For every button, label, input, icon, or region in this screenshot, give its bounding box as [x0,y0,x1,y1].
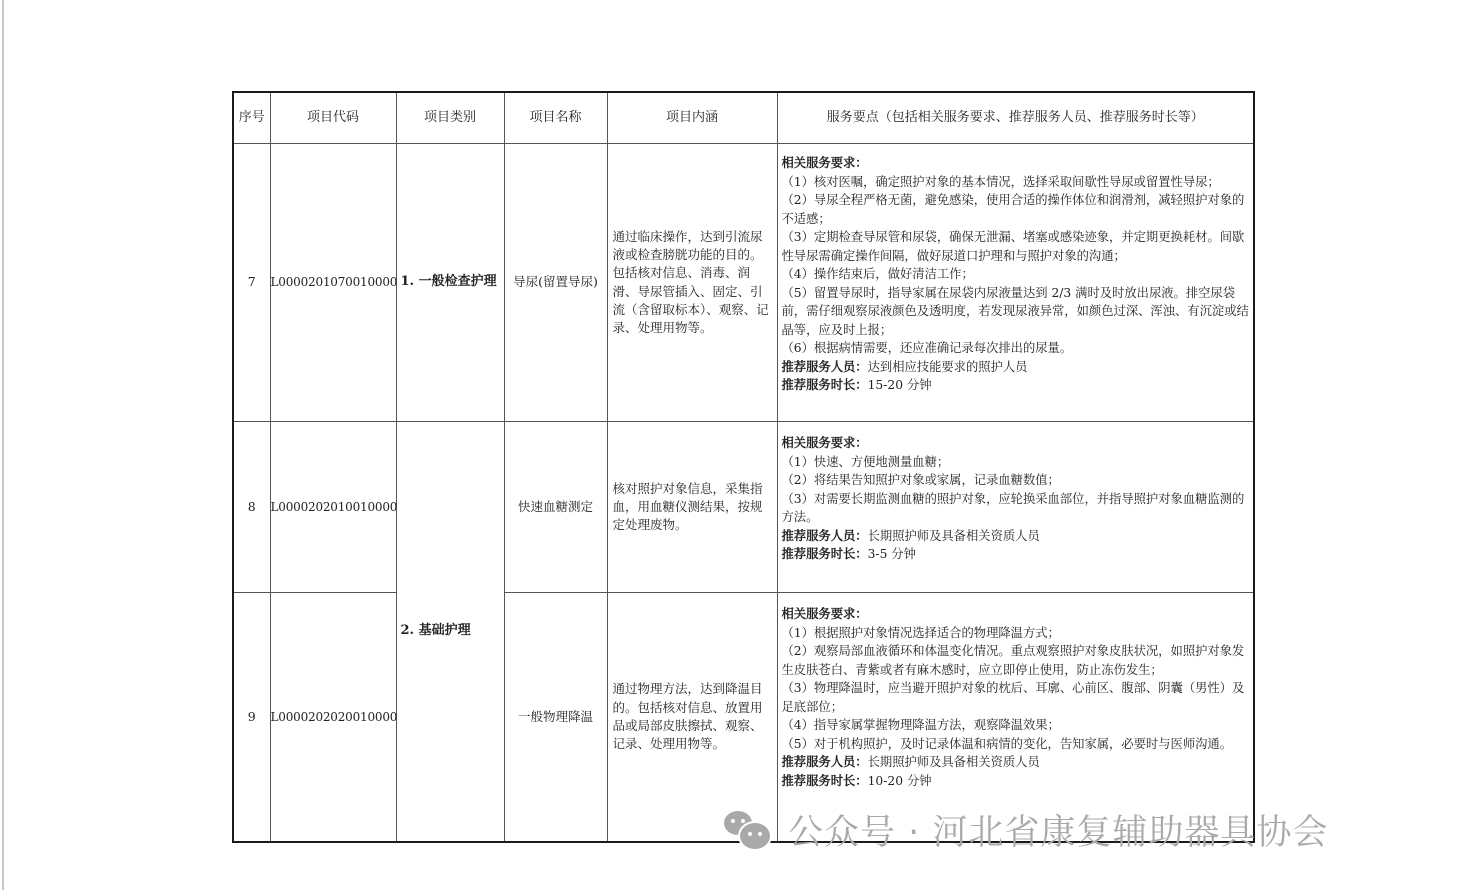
watermark-text: 公众号 · 河北省康复辅助器具协会 [788,813,1329,853]
service-item: （1）根据照护对象情况选择适合的物理降温方式； [781,625,1060,640]
row-content: 通过临床操作，达到引流尿液或检查膀胱功能的目的。包括核对信息、消毒、润滑、导尿管插入、固定、引流（含留取标本）、观察、记录、处理用物等。 [607,144,777,422]
table-row [233,422,1254,593]
row-service-points [777,422,1254,593]
duration-label: 推荐服务时长： [781,546,868,561]
service-item: （2）导尿全程严格无菌，避免感染，使用合适的操作体位和润滑剂，减轻照护对象的不适感； [781,193,1245,226]
staff-label: 推荐服务人员： [781,527,868,543]
table-header-row [233,92,1254,144]
row-category: 2. 基础护理 [396,422,504,843]
service-item: （5）留置导尿时，指导家属在尿袋内尿液量达到 2/3 满时及时放出尿液。排空尿袋前，需仔细观察尿液颜色及透明度，若发现尿液异常，如颜色过深、浑浊、有沉淀或结晶等，应及时上报； [781,285,1249,337]
header-category: 项目类别 [396,92,504,144]
page-edge-divider [2,0,4,890]
service-item: （2）将结果告知照护对象或家属，记录血糖数值； [781,473,1060,487]
row-name: 快速血糖测定 [504,422,607,593]
row-no: 7 [233,144,270,422]
recommended-duration [782,772,1250,791]
row-name: 导尿(留置导尿) [504,144,607,422]
header-name: 项目名称 [504,92,607,144]
row-content: 通过物理方法，达到降温目的。包括核对信息、放置用品或局部皮肤擦拭、观察、记录、处理用物等。 [607,593,777,843]
staff-value: 长期照护师及具备相关资质人员 [867,755,1040,769]
recommended-duration [782,545,1250,564]
duration-value: 15-20 分钟 [867,378,932,392]
recommended-duration [782,376,1250,395]
service-requirements-label: 相关服务要求： [781,155,868,170]
staff-value: 达到相应技能要求的照护人员 [867,359,1028,374]
recommended-staff [782,358,1250,377]
header-content: 项目内涵 [607,92,777,144]
service-item: （3）定期检查导尿管和尿袋，确保无泄漏、堵塞或感染迹象，并定期更换耗材。间歇性导尿需确定操作间隔，做好尿道口护理和与照护对象的沟通； [781,230,1245,263]
service-item: （1）快速、方便地测量血糖； [781,454,950,469]
row-no: 8 [233,422,270,593]
service-item: （4）指导家属掌握物理降温方法，观察降温效果； [781,718,1060,732]
row-code: L0000202010010000 [270,422,396,593]
service-requirements-label: 相关服务要求： [781,606,868,621]
row-code: L0000201070010000 [270,144,396,422]
header-no: 序号 [233,92,270,144]
row-service-points [777,144,1254,422]
row-name: 一般物理降温 [504,593,607,843]
table-row [233,144,1254,422]
row-code: L0000202020010000 [270,593,396,843]
service-items-table [232,91,1255,843]
duration-label: 推荐服务时长： [781,377,868,392]
service-item: （3）物理降温时，应当避开照护对象的枕后、耳廓、心前区、腹部、阴囊（男性）及足底部位； [781,681,1245,714]
recommended-staff [782,527,1250,546]
header-service-points: 服务要点（包括相关服务要求、推荐服务人员、推荐服务时长等） [777,92,1254,144]
duration-value: 10-20 分钟 [867,773,932,788]
row-no: 9 [233,593,270,843]
wechat-icon [722,807,778,853]
duration-label: 推荐服务时长： [781,772,868,788]
service-item: （4）操作结束后，做好清洁工作； [781,267,974,281]
staff-value: 长期照护师及具备相关资质人员 [867,528,1040,543]
duration-value: 3-5 分钟 [867,547,916,561]
row-category: 1. 一般检查护理 [396,144,504,422]
service-item: （5）对于机构照护，及时记录体温和病情的变化，告知家属，必要时与医师沟通。 [781,736,1233,751]
recommended-staff [782,753,1250,772]
staff-label: 推荐服务人员： [781,754,868,769]
header-code: 项目代码 [270,92,396,144]
wechat-watermark [722,806,1328,854]
staff-label: 推荐服务人员： [781,358,868,374]
service-item: （3）对需要长期监测血糖的照护对象，应轮换采血部位，并指导照护对象血糖监测的方法。 [781,491,1245,524]
service-requirements-label: 相关服务要求： [781,435,868,450]
service-item: （2）观察局部血液循环和体温变化情况。重点观察照护对象皮肤状况，如照护对象发生皮肤苍白、青紫或者有麻木感时，应立即停止使用，防止冻伤发生； [781,644,1245,677]
service-item: （1）核对医嘱，确定照护对象的基本情况，选择采取间歇性导尿或留置性导尿； [781,174,1220,189]
row-content: 核对照护对象信息，采集指血，用血糖仪测结果，按规定处理废物。 [607,422,777,593]
service-item: （6）根据病情需要，还应准确记录每次排出的尿量。 [781,341,1073,355]
